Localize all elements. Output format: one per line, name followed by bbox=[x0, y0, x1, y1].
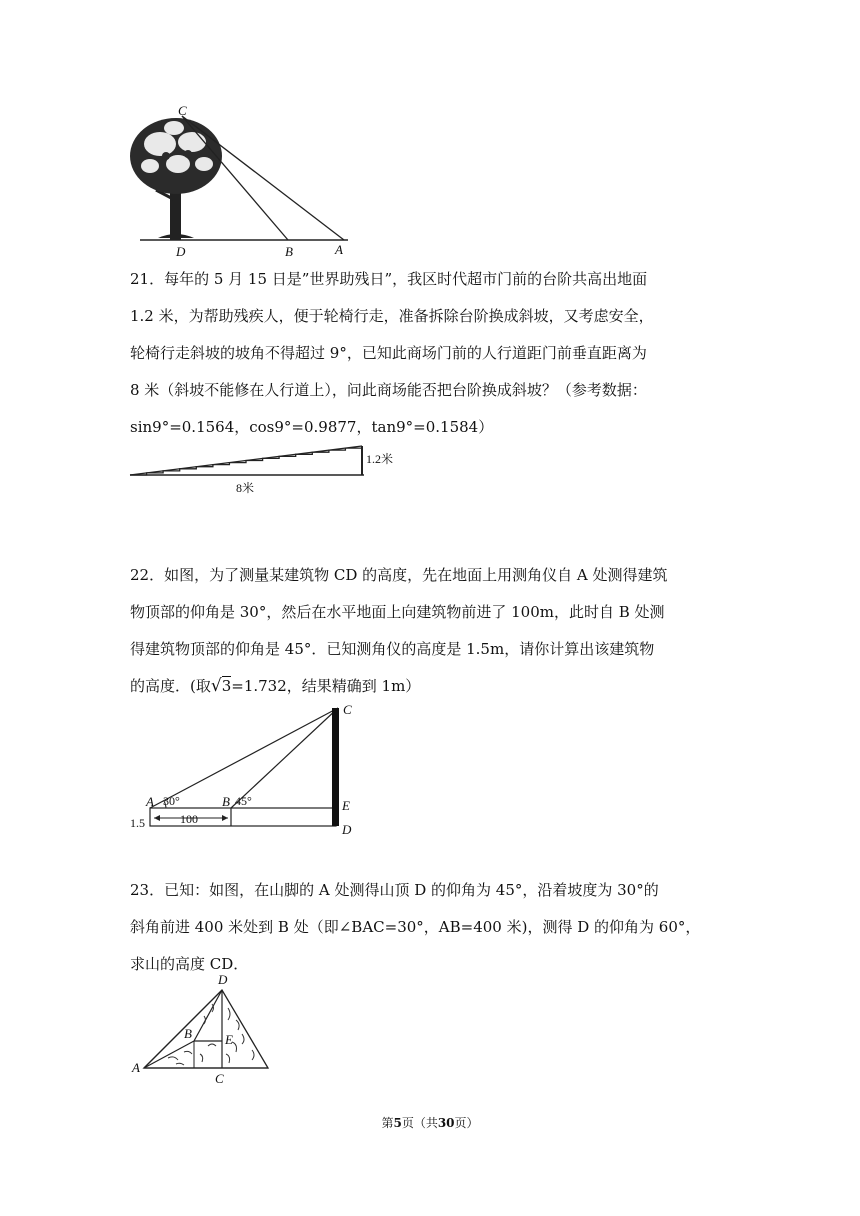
problem-23-line: 斜角前进 400 米处到 B 处（即∠BAC=30°，AB=400 米)，测得 D 的仰角为 60°， bbox=[130, 918, 701, 936]
angle-b-label: 45° bbox=[235, 794, 252, 808]
problem-23-line: 求山的高度 CD． bbox=[130, 955, 249, 973]
point-label-a: A bbox=[335, 242, 343, 257]
page-footer bbox=[0, 1114, 860, 1131]
sqrt-symbol: √ bbox=[210, 676, 222, 696]
problem-21-line: 8 米（斜坡不能修在人行道上），问此商场能否把台阶换成斜坡？（参考数据： bbox=[130, 381, 647, 399]
page-number: 5 bbox=[393, 1116, 402, 1130]
point-label-c: C bbox=[343, 702, 352, 717]
point-label-a: A bbox=[146, 794, 154, 809]
point-label-e: E bbox=[225, 1032, 233, 1047]
problem-23-line: 23．已知：如图，在山脚的 A 处测得山顶 D 的仰角为 45°，沿着坡度为 30°的 bbox=[130, 881, 659, 899]
point-label-c: C bbox=[215, 1071, 224, 1086]
problem-21-line: 轮椅行走斜坡的坡角不得超过 9°，已知此商场门前的人行道距门前垂直距离为 bbox=[130, 344, 647, 362]
point-label-b: B bbox=[285, 244, 293, 259]
mountain-figure bbox=[128, 968, 278, 1088]
point-label-d: D bbox=[218, 972, 228, 987]
problem-22-line: 物顶部的仰角是 30°，然后在水平地面上向建筑物前进了 100m，此时自 B 处测 bbox=[130, 603, 665, 621]
point-label-a: A bbox=[132, 1060, 140, 1075]
rock-texture bbox=[168, 1004, 254, 1065]
point-label-d: D bbox=[176, 244, 186, 259]
problem-22-line: 22．如图，为了测量某建筑物 CD 的高度，先在地面上用测角仪自 A 处测得建筑 bbox=[130, 566, 668, 584]
stairs-figure bbox=[128, 440, 408, 500]
distance-label: 100 bbox=[180, 812, 198, 826]
problem-21-line: sin9°=0.1564，cos9°=0.9877，tan9°=0.1584） bbox=[130, 418, 494, 436]
building-figure bbox=[128, 700, 368, 838]
problem-23 bbox=[130, 872, 740, 983]
problem-21 bbox=[130, 261, 740, 446]
footer-text: 第 bbox=[381, 1116, 394, 1130]
angle-a-label: 30° bbox=[163, 794, 180, 808]
problem-21-line: 1.2 米，为帮助残疾人，便于轮椅行走，准备拆除台阶换成斜坡，又考虑安全， bbox=[130, 307, 654, 325]
height-label: 1.2米 bbox=[366, 452, 394, 466]
tree-figure bbox=[126, 104, 356, 260]
problem-22-line: 得建筑物顶部的仰角是 45°．已知测角仪的高度是 1.5m，请你计算出该建筑物 bbox=[130, 640, 655, 658]
point-label-d: D bbox=[342, 822, 352, 837]
length-label: 8米 bbox=[236, 481, 255, 495]
sqrt-radicand: 3 bbox=[221, 677, 232, 695]
point-label-e: E bbox=[342, 798, 350, 813]
instrument-height-label: 1.5 bbox=[130, 816, 145, 830]
footer-text: 页（共 bbox=[401, 1116, 438, 1130]
total-pages: 30 bbox=[437, 1116, 455, 1130]
problem-22 bbox=[130, 557, 740, 705]
footer-text: 页） bbox=[454, 1116, 479, 1130]
problem-22-text: 的高度．(取 bbox=[130, 677, 211, 695]
point-label-c: C bbox=[178, 104, 187, 118]
point-label-b: B bbox=[222, 794, 230, 809]
problem-22-text: =1.732，结果精确到 1m） bbox=[231, 677, 421, 695]
problem-21-line: 21．每年的 5 月 15 日是”世界助残日”，我区时代超市门前的台阶共高出地面 bbox=[130, 270, 648, 288]
point-label-b: B bbox=[184, 1026, 192, 1041]
